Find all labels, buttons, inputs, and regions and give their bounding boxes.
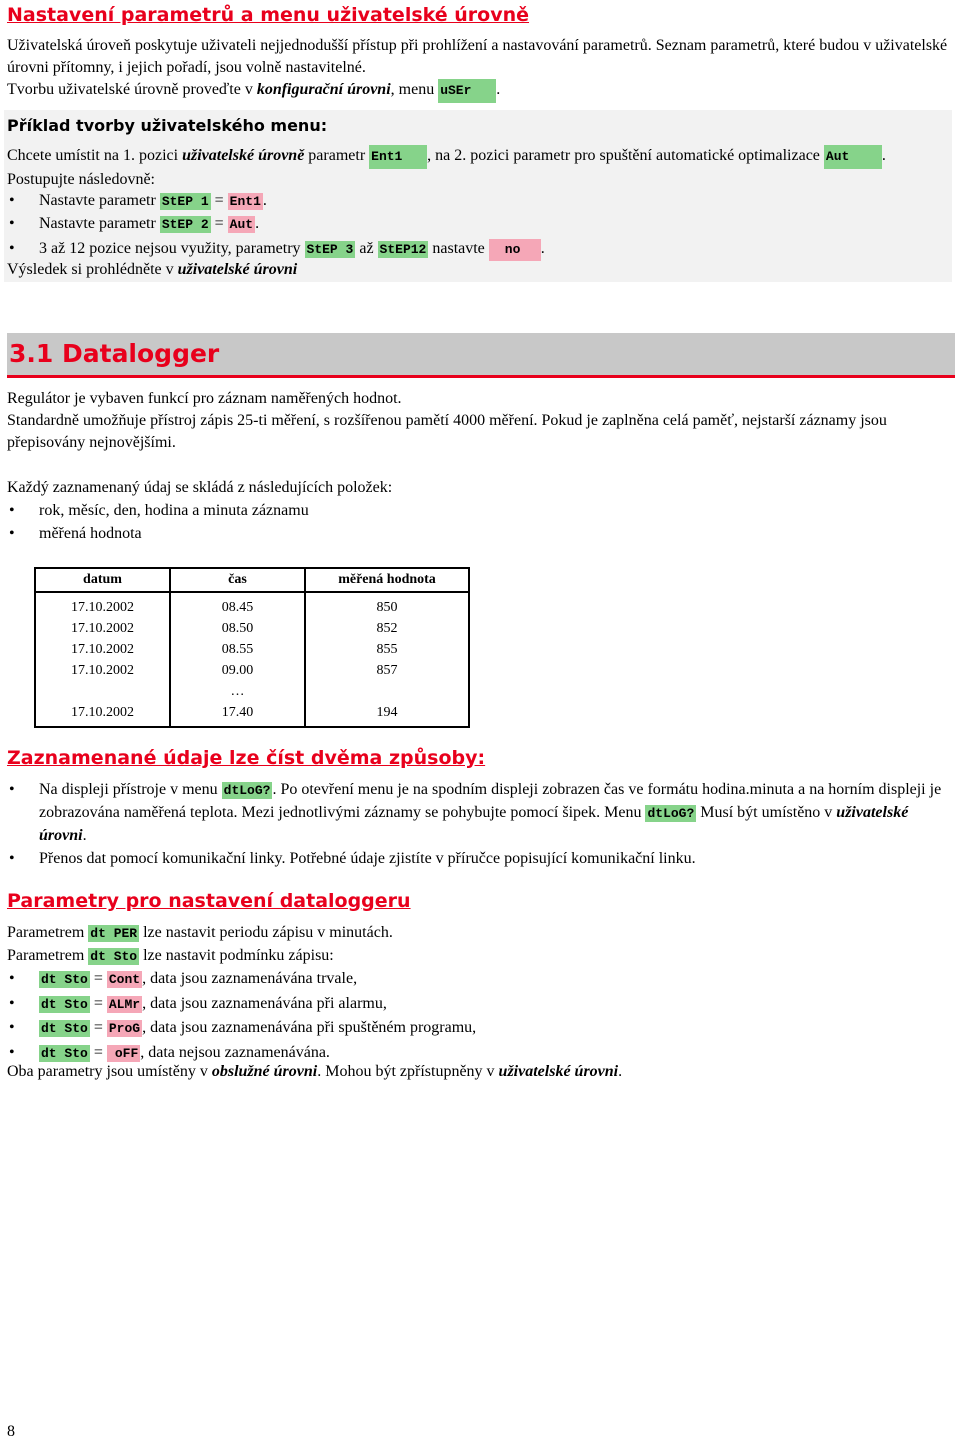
intro-paragraph: Uživatelská úroveň poskytuje uživateli nejjednodušší přístup při prohlížení a nastavování parametrů. Seznam parametrů, které budou v uživatelské úrovni přítomny, i jejich pořadí, jsou volně nastavitelné. xyxy=(7,37,948,76)
table-cell: 194 xyxy=(376,705,398,720)
table-cell: 17.10.2002 xyxy=(35,660,170,681)
code-step3: StEP 3 xyxy=(306,242,354,257)
code-dtper: dt PER xyxy=(90,926,138,941)
code-aut: Aut xyxy=(824,145,882,169)
reading-methods-list xyxy=(7,779,953,870)
table-header-row xyxy=(35,568,469,592)
text: , data jsou zaznamenávána při spuštěném programu, xyxy=(142,1019,477,1036)
heading-text: Zaznamenané údaje lze číst dvěma způsoby: xyxy=(7,747,486,769)
code-step2: StEP 2 xyxy=(161,217,209,232)
code-value: oFF xyxy=(107,1045,140,1062)
heading-text: Parametry pro nastavení dataloggeru xyxy=(7,890,411,912)
section-bar-datalogger xyxy=(7,333,955,378)
text: Na displeji přístroje v menu xyxy=(39,781,222,798)
code-dtsto: dt Sto xyxy=(41,1045,88,1061)
code-no: no xyxy=(489,239,541,261)
table-row xyxy=(35,660,469,681)
table-cell: 17.10.2002 xyxy=(35,618,170,639)
text: 3 až 12 pozice nejsou využity, parametry xyxy=(39,240,305,257)
text: = xyxy=(89,1019,107,1036)
code-step12: StEP12 xyxy=(379,242,427,257)
text: . xyxy=(496,81,501,98)
list-item xyxy=(7,213,953,236)
text: lze nastavit periodu zápisu v minutách. xyxy=(139,924,393,941)
code-dtlog: dtLoG? xyxy=(223,783,271,798)
text: Tvorbu uživatelské úrovně proveďte v xyxy=(7,81,257,98)
text: až xyxy=(355,240,378,257)
code-value: ProG xyxy=(108,1021,141,1036)
list-item: • měřená hodnota xyxy=(7,523,953,545)
table-cell: 850 xyxy=(376,600,398,615)
text: Chcete umístit na 1. pozici xyxy=(7,147,183,164)
text: . Mohou být zpřístupněny v xyxy=(317,1063,499,1080)
section-heading-reading xyxy=(7,745,953,771)
code-value: Cont xyxy=(108,972,141,987)
example-heading-text: Příklad tvorby uživatelského menu: xyxy=(7,116,328,135)
code-value: Aut xyxy=(229,217,254,232)
text: = xyxy=(89,970,107,987)
record-items-list xyxy=(7,500,953,545)
page-number: 8 xyxy=(7,1423,15,1440)
code-step1: StEP 1 xyxy=(161,194,209,209)
code-dtsto: dt Sto xyxy=(41,972,88,987)
table-cell: 17.40 xyxy=(170,702,305,727)
text: = xyxy=(89,1043,107,1061)
list-item xyxy=(7,968,953,991)
code-dtsto: dt Sto xyxy=(90,949,138,964)
list-item xyxy=(7,238,953,261)
text: . xyxy=(82,827,87,844)
text: parametr xyxy=(304,147,370,164)
text: Parametrem xyxy=(7,924,89,941)
column-header: měřená hodnota xyxy=(305,568,469,592)
table-cell: 852 xyxy=(376,621,398,636)
emphasis: uživatelské úrovni xyxy=(39,804,909,844)
table-cell: 09.00 xyxy=(170,660,305,681)
table-cell: … xyxy=(170,681,305,702)
text: , data jsou zaznamenávána při alarmu, xyxy=(142,994,387,1012)
example-steps-list xyxy=(7,190,953,261)
text: . Po otevření menu je na spodním displeji zobrazen čas ve formátu hodina.minuta a na horním displeji je zobrazována naměřená teplota. Mezi jednotlivými záznamy se pohybujte pomocí šipek. Menu xyxy=(39,781,942,821)
text: Musí být umístěno v xyxy=(696,804,837,821)
text: nastavte xyxy=(428,240,489,257)
text: . xyxy=(255,215,260,232)
params-paragraph-1 xyxy=(7,922,953,945)
list-item xyxy=(7,993,953,1016)
datalogger-table xyxy=(34,567,470,728)
code-user: uSEr xyxy=(438,79,496,103)
code-dtlog: dtLoG? xyxy=(647,806,695,821)
table-cell: 855 xyxy=(376,642,398,657)
text: . xyxy=(540,240,545,257)
text: Nastavte parametr xyxy=(39,192,160,209)
text: Nastavte parametr xyxy=(39,215,160,232)
text: , data jsou zaznamenávána trvale, xyxy=(142,970,358,987)
table-cell: 08.50 xyxy=(170,618,305,639)
table-cell xyxy=(35,681,170,702)
emphasis: uživatelské úrovni xyxy=(177,261,298,278)
text: , data nejsou zaznamenávána. xyxy=(140,1043,330,1061)
table-cell: 17.10.2002 xyxy=(35,702,170,727)
list-item xyxy=(7,190,953,213)
datalogger-paragraph-1: Regulátor je vybaven funkcí pro záznam naměřených hodnot. xyxy=(7,390,402,407)
text: , menu xyxy=(390,81,439,98)
datalogger-paragraph-3: Každý zaznamenaný údaj se skládá z následujících položek: xyxy=(7,479,393,496)
section-heading-user-level xyxy=(7,2,953,28)
heading-text: Nastavení parametrů a menu uživatelské úrovně xyxy=(7,4,530,26)
text: . Postupujte následovně: xyxy=(7,147,886,188)
code-value: ALMr xyxy=(108,996,141,1012)
table-cell: 17.10.2002 xyxy=(35,639,170,660)
text: Oba parametry jsou umístěny v xyxy=(7,1063,212,1080)
emphasis: uživatelské úrovně xyxy=(182,147,305,164)
table-cell: 08.55 xyxy=(170,639,305,660)
code-dtsto: dt Sto xyxy=(41,1021,88,1036)
params-closing xyxy=(7,1061,953,1083)
list-item: • rok, měsíc, den, hodina a minuta záznamu xyxy=(7,500,953,522)
emphasis: konfigurační úrovni xyxy=(256,81,391,98)
list-item xyxy=(7,1017,953,1040)
list-item: • Přenos dat pomocí komunikační linky. Potřebné údaje zjistíte v příručce popisující komunikační linku. xyxy=(7,848,953,870)
table-row xyxy=(35,618,469,639)
text: Výsledek si prohlédněte v xyxy=(7,261,178,278)
text: Parametrem xyxy=(7,947,89,964)
table-row xyxy=(35,702,469,727)
table-cell: 08.45 xyxy=(170,592,305,618)
emphasis: obslužné úrovni xyxy=(211,1063,318,1080)
example-heading xyxy=(7,115,953,138)
column-header: čas xyxy=(170,568,305,592)
code-dtsto: dt Sto xyxy=(41,996,88,1012)
params-paragraph-2 xyxy=(7,945,953,968)
section-title: 3.1 Datalogger xyxy=(9,339,220,368)
table-row xyxy=(35,681,469,702)
datalogger-paragraph-2: Standardně umožňuje přístroj zápis 25-ti měření, s rozšířenou pamětí 4000 měření. Pokud je zaplněna celá paměť, nejstarší záznamy jsou přepisovány nejnovějšími. xyxy=(7,412,887,451)
table-cell xyxy=(305,681,469,702)
text: = xyxy=(210,192,228,209)
list-item xyxy=(7,779,953,847)
text: = xyxy=(210,215,228,232)
text: . xyxy=(618,1063,623,1080)
text: lze nastavit podmínku zápisu: xyxy=(139,947,334,964)
dtsto-options-list xyxy=(7,968,953,1065)
table-row xyxy=(35,639,469,660)
column-header: datum xyxy=(35,568,170,592)
example-result xyxy=(7,259,953,281)
text: . xyxy=(262,192,267,209)
table-cell: 857 xyxy=(376,663,398,678)
text: = xyxy=(89,994,107,1012)
section-heading-params xyxy=(7,888,953,914)
config-paragraph xyxy=(7,79,953,103)
emphasis: uživatelské úrovni xyxy=(498,1063,619,1080)
table-cell: 17.10.2002 xyxy=(35,592,170,618)
code-value: Ent1 xyxy=(229,194,261,209)
code-ent1: Ent1 xyxy=(369,145,427,169)
text: , na 2. pozici parametr pro spuštění automatické optimalizace xyxy=(427,147,824,164)
example-paragraph xyxy=(7,145,953,191)
table-row xyxy=(35,592,469,618)
